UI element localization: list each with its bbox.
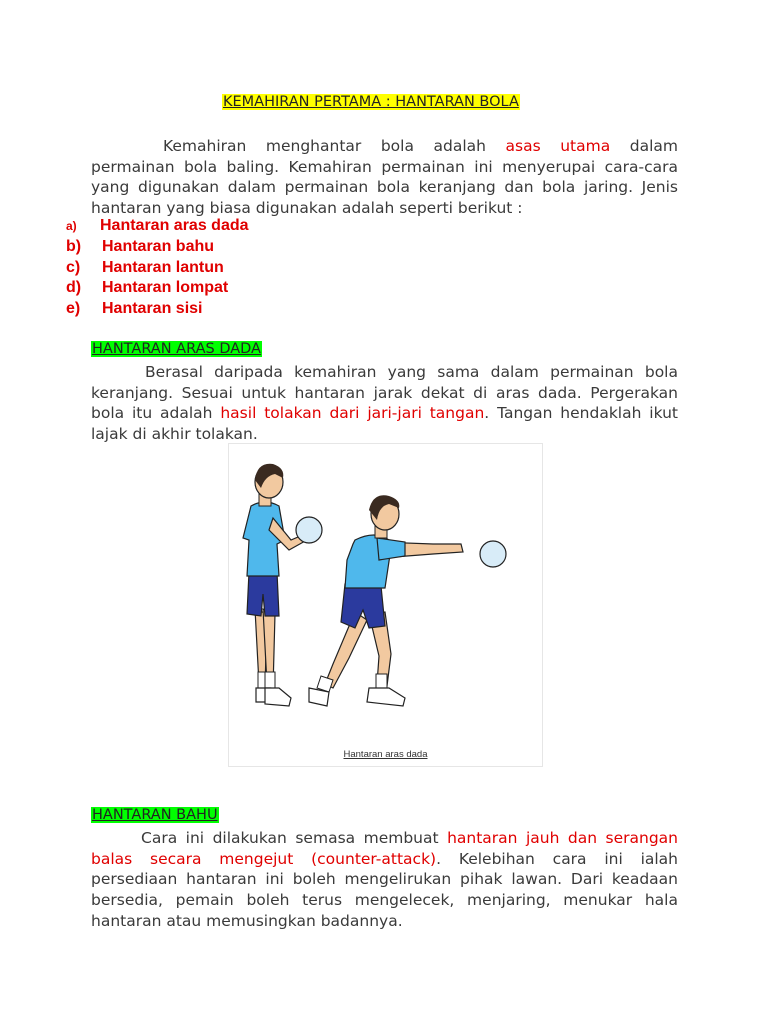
list-item	[66, 278, 249, 299]
section2-highlight: hantaran jauh dan serangan balas secara mengejut (counter-attack)	[91, 829, 679, 868]
list-item-label: Hantaran bahu	[102, 237, 215, 255]
section-heading-aras-dada: HANTARAN ARAS DADA	[92, 341, 261, 357]
intro-text-after: dalam permainan bola baling. Kemahiran permainan ini menyerupai cara-cara yang digunakan dalam permainan bola keranjang dan bola jaring. Jenis hantaran yang biasa digunakan adalah seperti berikut :	[91, 137, 678, 218]
pass-type-list	[66, 216, 249, 320]
list-item-label: Hantaran lompat	[102, 279, 229, 297]
player-passing	[309, 495, 506, 706]
chest-pass-figure	[228, 443, 543, 767]
list-item-letter: b)	[66, 237, 82, 255]
figure-caption: Hantaran aras dada	[343, 749, 428, 760]
chest-pass-illustration	[229, 444, 542, 744]
list-item	[66, 299, 249, 320]
player-standing	[243, 464, 322, 706]
section2-text-after: . Kelebihan cara ini ialah persediaan hantaran ini boleh mengelirukan pihak lawan. Dari keadaan bersedia, pemain boleh terus mengelecek, menjaring, menukar hala hantaran atau memusingkan badannya.	[91, 849, 678, 930]
section2-text-before: Cara ini dilakukan semasa membuat	[141, 829, 439, 847]
section1-paragraph	[91, 362, 678, 445]
list-item	[66, 237, 249, 258]
section-heading-bahu: HANTARAN BAHU	[92, 807, 218, 823]
list-item	[66, 216, 249, 237]
page-title: KEMAHIRAN PERTAMA : HANTARAN BOLA	[223, 94, 519, 110]
intro-highlight-asas: asas	[505, 137, 541, 155]
list-item-label: Hantaran aras dada	[100, 217, 249, 234]
list-item-letter: a)	[66, 219, 77, 233]
section1-text-before: Berasal daripada kemahiran yang sama dalam permainan bola keranjang. Sesuai untuk hantaran jarak dekat di aras dada. Pergerakan bola itu adalah	[91, 363, 678, 423]
list-item	[66, 258, 249, 279]
list-item-letter: c)	[66, 258, 81, 276]
intro-highlight-utama: utama	[560, 137, 611, 155]
list-item-label: Hantaran sisi	[102, 300, 203, 318]
intro-text-before: Kemahiran menghantar bola adalah	[163, 137, 486, 155]
section1-text-after: . Tangan hendaklah ikut lajak di akhir tolakan.	[91, 404, 678, 444]
list-item-letter: e)	[66, 300, 81, 318]
list-item-letter: d)	[66, 279, 82, 297]
section1-highlight: hasil tolakan dari jari-jari tangan	[220, 404, 485, 423]
list-item-label: Hantaran lantun	[102, 258, 224, 276]
section2-paragraph	[91, 828, 678, 932]
intro-paragraph	[91, 136, 678, 219]
